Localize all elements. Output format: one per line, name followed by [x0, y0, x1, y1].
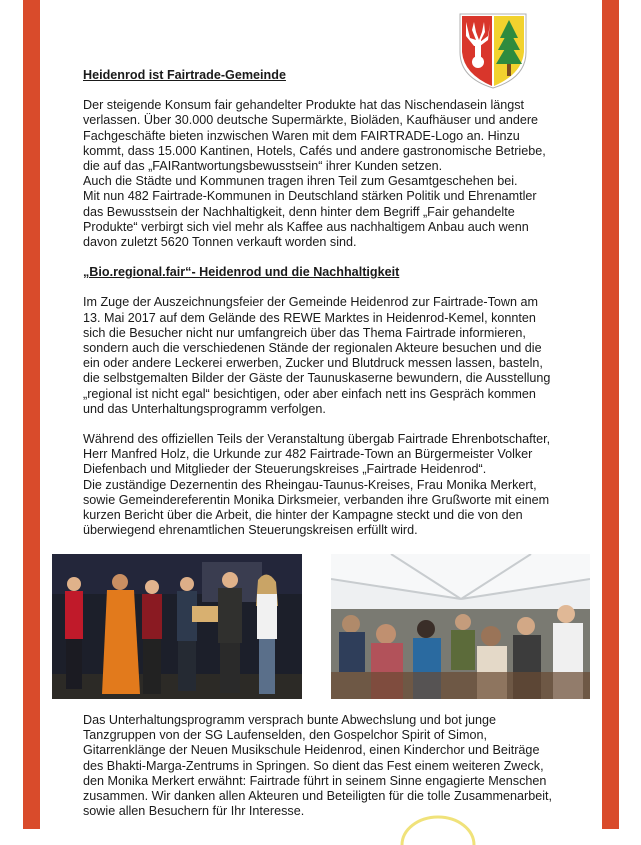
- text-line: Die zuständige Dezernentin des Rheingau-Taunus-Kreises, Frau Monika Merkert,: [83, 477, 537, 492]
- text-line: „regional ist nicht egal“ besichtigen, oder aber einfach nett ins Gespräch kommen: [83, 386, 536, 401]
- paragraph-unterhaltungsprogramm: [83, 713, 591, 819]
- photo-row: [52, 554, 592, 699]
- text-line: Im Zuge der Auszeichnungsfeier der Gemeinde Heidenrod zur Fairtrade-Town am: [83, 295, 538, 310]
- text-line: zusammen. Wir danken allen Akteuren und Beteiligten für die tolle Zusammenarbeit,: [83, 789, 553, 804]
- left-margin-bar: [23, 0, 40, 829]
- fairtrade-logo-partial: [398, 815, 478, 845]
- text-line: Gitarrenklänge der Neuen Musikschule Heidenrod, einen Kinderchor und Beiträge: [83, 743, 540, 758]
- text-line: und das Unterhaltungsprogramm verfolgen.: [83, 401, 326, 416]
- text-line: Das Unterhaltungsprogramm versprach bunte Abwechslung und bot junge: [83, 713, 497, 727]
- paragraph-offizieller-teil: [83, 432, 591, 538]
- paragraph-auszeichnungsfeier: [83, 295, 591, 417]
- photo-award-ceremony: [52, 554, 302, 699]
- text-line: kurzen Bericht über die Arbeit, die hinter der Kampagne steckt und die von den: [83, 508, 523, 523]
- text-line: Diefenbach und Mitglieder der Steuerungskreises „Fairtrade Heidenrod“.: [83, 462, 487, 477]
- article-body: [83, 68, 591, 553]
- text-line: Mit nun 482 Fairtrade-Kommunen in Deutschland stärken Politik und Ehrenamtler: [83, 189, 537, 204]
- text-line: Herr Manfred Holz, die Urkunde zur 482 Fairtrade-Town an Bürgermeister Volker: [83, 447, 533, 462]
- text-line: sowie Gemeindereferentin Monika Dirksmeier, verbanden ihre Grußworte mit einem: [83, 492, 550, 507]
- right-margin-bar: [602, 0, 619, 829]
- text-line: 13. Mai 2017 auf dem Gelände des REWE Marktes in Heidenrod-Kemel, konnten: [83, 310, 536, 325]
- text-line: kommt, dass 15.000 Kantinen, Hotels, Cafés und andere gastronomische Betriebe,: [83, 143, 546, 158]
- text-line: verlassen. Über 30.000 deutsche Supermärkte, Bioläden, Kaufhäuser und andere: [83, 113, 539, 128]
- text-line: Tanzgruppen von der SG Laufenselden, den Gospelchor Spirit of Simon,: [83, 728, 487, 743]
- text-line: die selbstgemalten Bilder der Gäste der Taunuskaserne bewundern, die Ausstellung: [83, 371, 551, 386]
- text-line: sowie allen Besuchern für Ihr Interesse.: [83, 804, 305, 819]
- heading-fairtrade-gemeinde: Heidenrod ist Fairtrade-Gemeinde: [83, 68, 286, 82]
- text-line: Der steigende Konsum fair gehandelter Produkte hat das Nischendasein längst: [83, 98, 525, 113]
- text-line: den Monika Merkert erwähnt: Fairtrade führt in seinem Sinne engagierte Menschen: [83, 773, 547, 788]
- text-line: sondern auch die verschiedenen Stände der regionalen Akteure besuchen und die: [83, 341, 542, 356]
- text-line: die auf das „FAIRantwortungsbewusstsein“ ihrer Kunden setzen.: [83, 159, 443, 174]
- text-line: das Bewusstsein der Nachhaltigkeit, denn hinter dem Begriff „Fair gehandelte: [83, 204, 515, 219]
- heading-nachhaltigkeit: „Bio.regional.fair“- Heidenrod und die Nachhaltigkeit: [83, 265, 400, 280]
- text-line: Fachgeschäfte bieten inzwischen Waren mit dem FAIRTRADE-Logo an. Hinzu: [83, 128, 520, 143]
- text-line: des Bhakti-Marga-Zentrums in Springen. So dient das Fest einem weiteren Zweck,: [83, 758, 544, 773]
- paragraph-konsum: [83, 98, 591, 250]
- text-line: sich die Besucher nicht nur umfangreich über das Thema Fairtrade informieren,: [83, 325, 526, 340]
- text-line: überwiegend ehrenamtlichen Steuerungskreisen erfüllt wird.: [83, 523, 418, 538]
- text-line: Während des offiziellen Teils der Veranstaltung übergab Fairtrade Ehrenbotschafter,: [83, 432, 551, 447]
- text-line: ein oder andere Leckerei erwerben, Zucker und Blutdruck messen lassen, basteln,: [83, 356, 543, 371]
- text-line: davon zuletzt 5620 Tonnen verkauft worden sind.: [83, 235, 357, 250]
- text-line: Auch die Städte und Kommunen tragen ihren Teil zum Gesamtgeschehen bei.: [83, 174, 518, 189]
- photo-tent-audience: [331, 554, 590, 699]
- text-line: Produkte“ verbirgt sich viel mehr als Kaffee aus nachhaltigem Anbau auch wenn: [83, 219, 529, 234]
